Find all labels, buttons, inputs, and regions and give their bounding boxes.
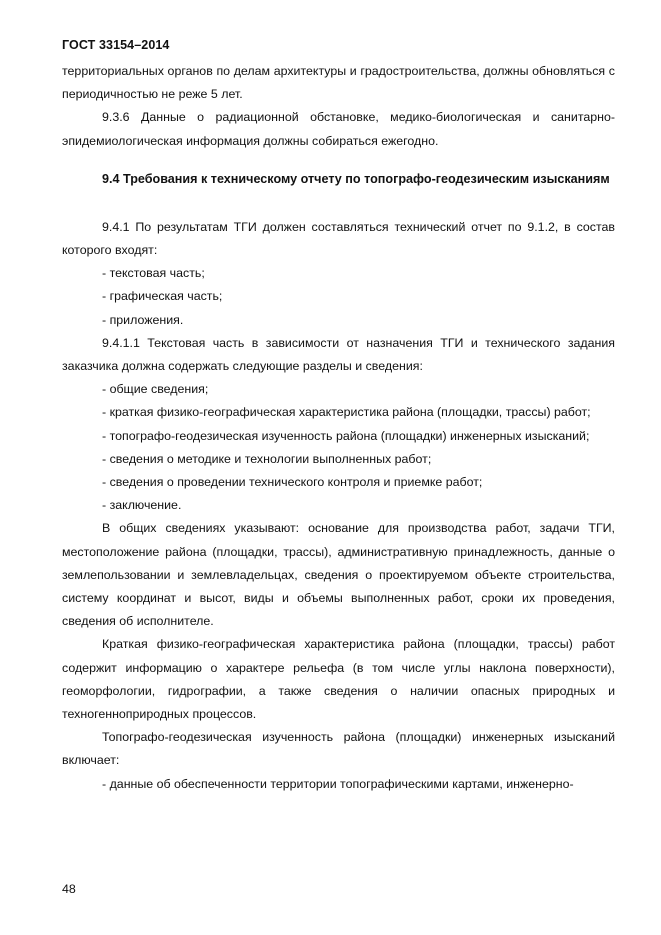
page-number: 48 <box>62 882 76 896</box>
paragraph-9-3-6: 9.3.6 Данные о радиационной обстановке, медико-биологическая и санитарно-эпидемиологическая информация должны собираться ежегодно. <box>62 110 615 148</box>
paragraph-survey-knowledge: Топографо-геодезическая изученность района (площадки) инженерных изысканий включает: <box>62 730 615 768</box>
document-code: ГОСТ 33154–2014 <box>62 38 170 52</box>
paragraph-general-info: В общих сведениях указывают: основание для производства работ, задачи ТГИ, местоположение района (площадки, трассы), административную принадлежность, данные о землепользовании и землевладельцах, сведения о проектируемом объекте строительства, систему координат и высот, виды и объемы выполненных работ, сроки их проведения, сведения об исполнителе. <box>62 521 615 629</box>
list-item: - сведения о методике и технологии выполненных работ; <box>102 451 432 466</box>
list-item: - сведения о проведении технического контроля и приемке работ; <box>102 475 483 490</box>
list-item: - заключение. <box>102 498 182 513</box>
list-item: - графическая часть; <box>102 289 223 304</box>
list-item: - текстовая часть; <box>102 266 205 281</box>
paragraph-9-4-1: 9.4.1 По результатам ТГИ должен составляться технический отчет по 9.1.2, в состав которого входят: <box>62 219 615 258</box>
paragraph-continuation: территориальных органов по делам архитектуры и градостроительства, должны обновляться с периодичностью не реже 5 лет. <box>62 64 615 102</box>
page-body <box>62 60 615 796</box>
list-item: - топографо-геодезическая изученность района (площадки) инженерных изысканий; <box>102 428 590 443</box>
list-item: - приложения. <box>102 312 184 327</box>
list-item: - общие сведения; <box>102 382 209 397</box>
list-item: - данные об обеспеченности территории топографическими картами, инженерно- <box>102 776 574 791</box>
paragraph-9-4-1-1: 9.4.1.1 Текстовая часть в зависимости от назначения ТГИ и технического задания заказчика должна содержать следующие разделы и сведения: <box>62 335 615 374</box>
paragraph-physical-geography: Краткая физико-географическая характеристика района (площадки, трассы) работ содержит информацию о характере рельефа (в том числе углы наклона поверхности), геоморфологии, гидрографии, а также сведения о наличии опасных природных и техногенноприродных процессов. <box>62 637 615 722</box>
section-heading-9-4: 9.4 Требования к техническому отчету по топографо-геодезическим изысканиям <box>102 171 610 186</box>
list-item: - краткая физико-географическая характеристика района (площадки, трассы) работ; <box>102 405 591 420</box>
spacer <box>62 191 615 216</box>
